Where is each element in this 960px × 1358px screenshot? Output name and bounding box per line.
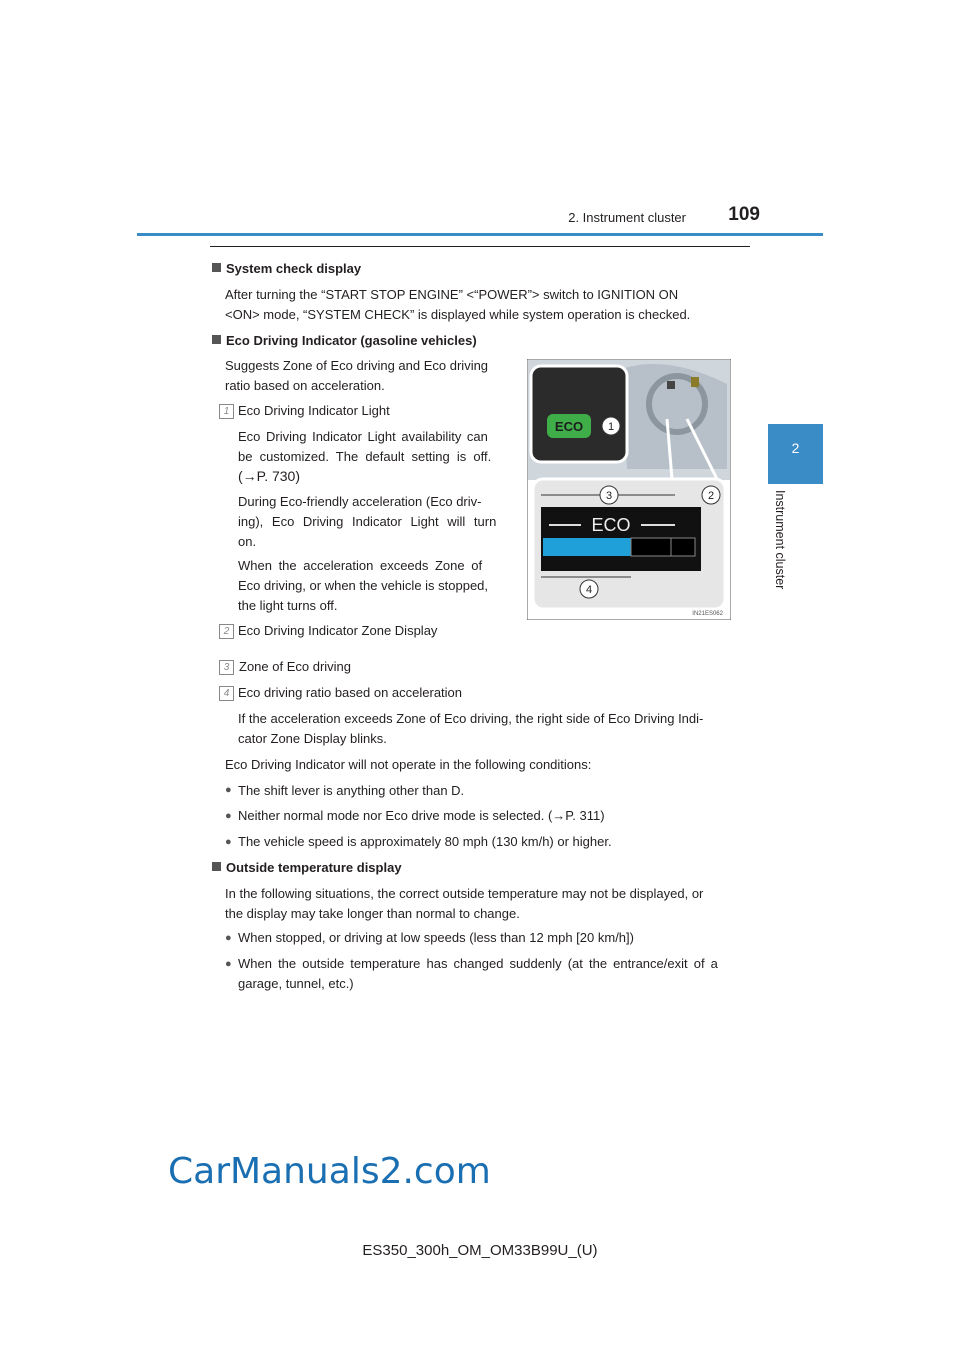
chapter-side-label: Instrument cluster xyxy=(773,490,787,590)
callout-1-text: 1 xyxy=(607,421,615,433)
square-bullet-icon xyxy=(212,335,221,344)
outside-temp-bullet-2-l1: When the outside temperature has changed suddenly (at the entrance/exit of a xyxy=(238,956,718,971)
item1-p3-l3: the light turns off. xyxy=(238,598,338,613)
item-number-2: 2 xyxy=(219,624,234,639)
system-check-text-1: After turning the “START STOP ENGINE” <“POWER”> switch to IGNITION ON xyxy=(225,287,679,302)
eco-intro-2: ratio based on acceleration. xyxy=(225,378,385,393)
bullet-icon: ● xyxy=(225,836,232,848)
system-check-text-2: <ON> mode, “SYSTEM CHECK” is displayed while system operation is checked. xyxy=(225,307,691,322)
square-bullet-icon xyxy=(212,263,221,272)
document-id: ES350_300h_OM_OM33B99U_(U) xyxy=(362,1242,598,1259)
dash-light xyxy=(691,377,699,387)
chapter-tab xyxy=(768,424,823,484)
square-bullet-icon xyxy=(212,862,221,871)
eco-intro-1: Suggests Zone of Eco driving and Eco driving xyxy=(225,358,489,373)
page-number: 109 xyxy=(728,204,760,225)
item1-p1-l2: be customized. The default setting is off. xyxy=(238,449,492,464)
item3-title: Zone of Eco driving xyxy=(239,659,352,674)
item1-p2-l2: ing), Eco Driving Indicator Light will turn xyxy=(238,514,497,529)
dashboard-panel xyxy=(622,364,727,469)
bullet-icon: ● xyxy=(225,784,232,796)
bullet-icon: ● xyxy=(225,958,232,970)
condition-item: The shift lever is anything other than D. xyxy=(238,783,465,798)
item1-p1-l3: (→P. 730) xyxy=(238,468,300,484)
callout-2-text: 2 xyxy=(707,490,715,502)
condition-item: The vehicle speed is approximately 80 mph (130 km/h) or higher. xyxy=(238,834,612,849)
outside-temp-bullet-1: When stopped, or driving at low speeds (less than 12 mph [20 km/h]) xyxy=(238,930,634,945)
item4-title: Eco driving ratio based on acceleration xyxy=(238,685,463,700)
outside-temp-bullet-2-l2: garage, tunnel, etc.) xyxy=(238,976,354,991)
item1-title: Eco Driving Indicator Light xyxy=(238,403,390,418)
zone-segment xyxy=(671,538,695,556)
content-rule xyxy=(210,246,750,247)
zone-display-eco-text: ECO xyxy=(591,515,631,535)
eco-light-text: ECO xyxy=(554,419,584,434)
heading-outside-temp: Outside temperature display xyxy=(212,858,402,878)
chapter-tab-number: 2 xyxy=(791,440,800,456)
item1-p3-l1: When the acceleration exceeds Zone of xyxy=(238,558,483,573)
item1-p2-l3: on. xyxy=(238,534,257,549)
item1-p2-l1: During Eco-friendly acceleration (Eco driv- xyxy=(238,494,482,509)
bullet-icon: ● xyxy=(225,810,232,822)
item1-p3-l2: Eco driving, or when the vehicle is stopped, xyxy=(238,578,489,593)
header-rule xyxy=(137,233,823,236)
item-number-3: 3 xyxy=(219,660,234,675)
callout-4-text: 4 xyxy=(585,584,593,596)
item4-p-l1: If the acceleration exceeds Zone of Eco driving, the right side of Eco Driving Indi- xyxy=(238,711,704,726)
item1-p1-l1: Eco Driving Indicator Light availability can xyxy=(238,429,488,444)
bullet-icon: ● xyxy=(225,932,232,944)
heading-system-check: System check display xyxy=(212,259,361,279)
item-number-4: 4 xyxy=(219,686,234,701)
outside-temp-text-2: the display may take longer than normal to change. xyxy=(225,906,520,921)
conditions-intro: Eco Driving Indicator will not operate in the following conditions: xyxy=(225,757,592,772)
item-number-1: 1 xyxy=(219,404,234,419)
condition-item: Neither normal mode nor Eco drive mode is selected. (→P. 311) xyxy=(238,808,605,823)
figure-code: IN21ES062 xyxy=(692,611,723,617)
outside-temp-text-1: In the following situations, the correct outside temperature may not be displayed, or xyxy=(225,886,704,901)
section-title: 2. Instrument cluster xyxy=(568,210,686,225)
item2-title: Eco Driving Indicator Zone Display xyxy=(238,623,438,638)
eco-indicator-figure xyxy=(527,359,731,620)
dash-light xyxy=(667,381,675,389)
zone-segment xyxy=(631,538,671,556)
item4-p-l2: cator Zone Display blinks. xyxy=(238,731,387,746)
heading-eco-driving: Eco Driving Indicator (gasoline vehicles) xyxy=(212,331,477,351)
callout-3-text: 3 xyxy=(605,490,613,502)
watermark-logo: CarManuals2.com xyxy=(168,1151,491,1192)
eco-ratio-bar xyxy=(543,538,631,556)
